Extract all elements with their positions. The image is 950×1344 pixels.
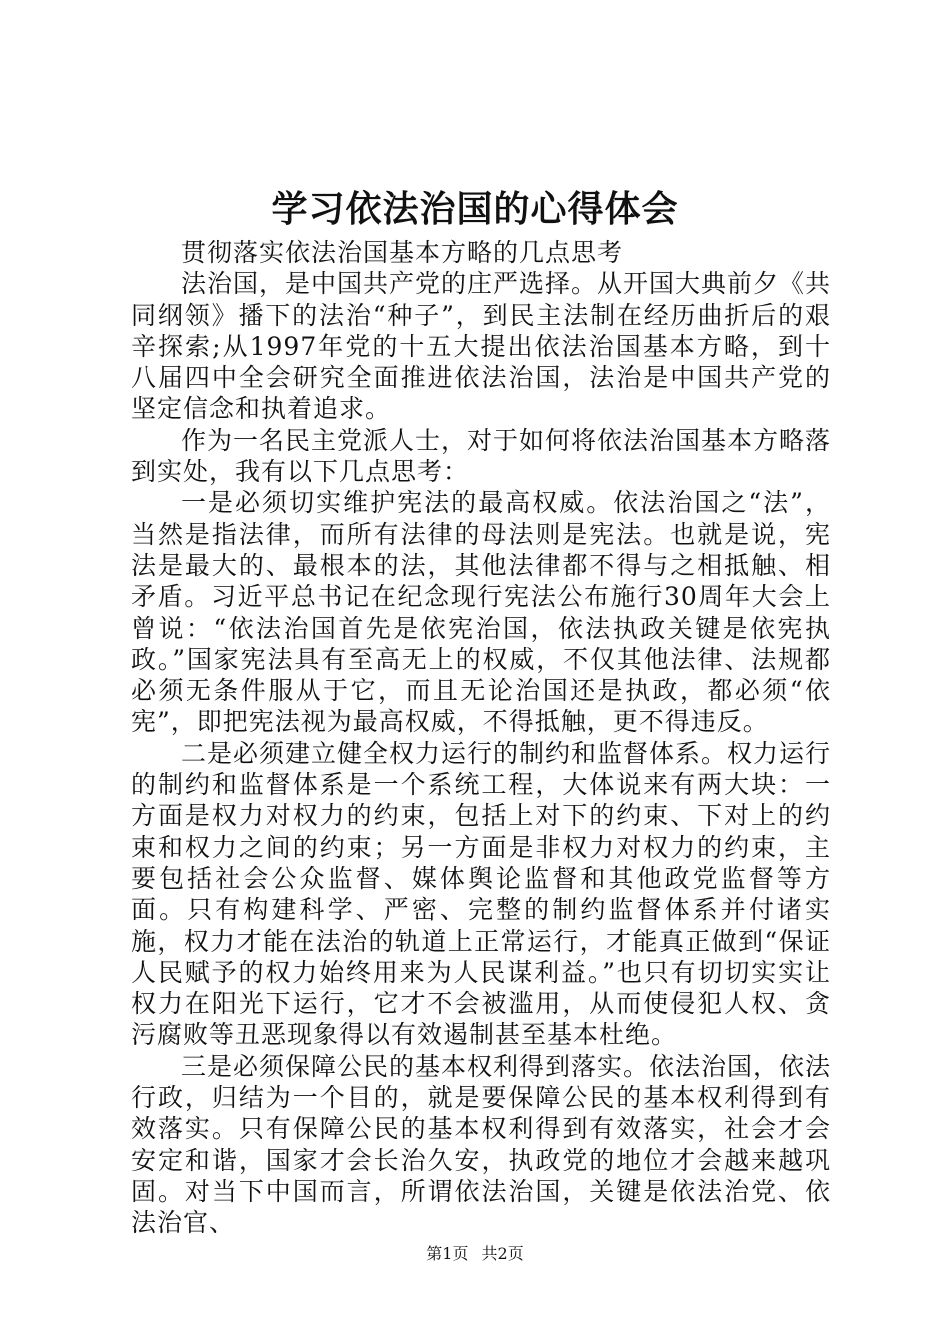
body-paragraph: 法治国，是中国共产党的庄严选择。从开国大典前夕《共同纲领》播下的法治“种子”，到民主法制在经历曲折后的艰辛探索;从1997年党的十五大提出依法治国基本方略，到十八届四中全会研究全面推进依法治国，法治是中国共产党的坚定信念和执着追求。 <box>131 269 832 424</box>
page-footer <box>0 1244 950 1264</box>
page-number-total: 共2页 <box>481 1244 524 1263</box>
body-paragraph: 二是必须建立健全权力运行的制约和监督体系。权力运行的制约和监督体系是一个系统工程，大体说来有两大块：一方面是权力对权力的约束，包括上对下的约束、下对上的约束和权力之间的约束；另一方面是非权力对权力的约束，主要包括社会公众监督、媒体舆论监督和其他政党监督等方面。只有构建科学、严密、完整的制约监督体系并付诸实施，权力才能在法治的轨道上正常运行，才能真正做到“保证人民赋予的权力始终用来为人民谋利益。”也只有切切实实让权力在阳光下运行，它才不会被滥用，从而使侵犯人权、贪污腐败等丑恶现象得以有效遏制甚至基本杜绝。 <box>131 738 832 1050</box>
document-body <box>131 237 831 1239</box>
body-paragraph: 一是必须切实维护宪法的最高权威。依法治国之“法”，当然是指法律，而所有法律的母法则是宪法。也就是说，宪法是最大的、最根本的法，其他法律都不得与之相抵触、相矛盾。习近平总书记在纪念现行宪法公布施行30周年大会上曾说：“依法治国首先是依宪治国，依法执政关键是依宪执政。”国家宪法具有至高无上的权威，不仅其他法律、法规都必须无条件服从于它，而且无论治国还是执政，都必须“依宪”，即把宪法视为最高权威，不得抵触，更不得违反。 <box>131 488 831 737</box>
document-title: 学习依法治国的心得体会 <box>271 188 679 230</box>
subtitle-paragraph: 贯彻落实依法治国基本方略的几点思考 <box>181 238 624 267</box>
body-paragraph: 作为一名民主党派人士，对于如何将依法治国基本方略落到实处，我有以下几点思考： <box>131 425 832 487</box>
body-paragraph: 三是必须保障公民的基本权利得到落实。依法治国，依法行政，归结为一个目的，就是要保障公民的基本权利得到有效落实。只有保障公民的基本权利得到有效落实，社会才会安定和谐，国家才会长治久安，执政党的地位才会越来越巩固。对当下中国而言，所谓依法治国，关键是依法治党、依法治官、 <box>131 1051 832 1238</box>
page-number-current: 第1页 <box>426 1244 469 1263</box>
